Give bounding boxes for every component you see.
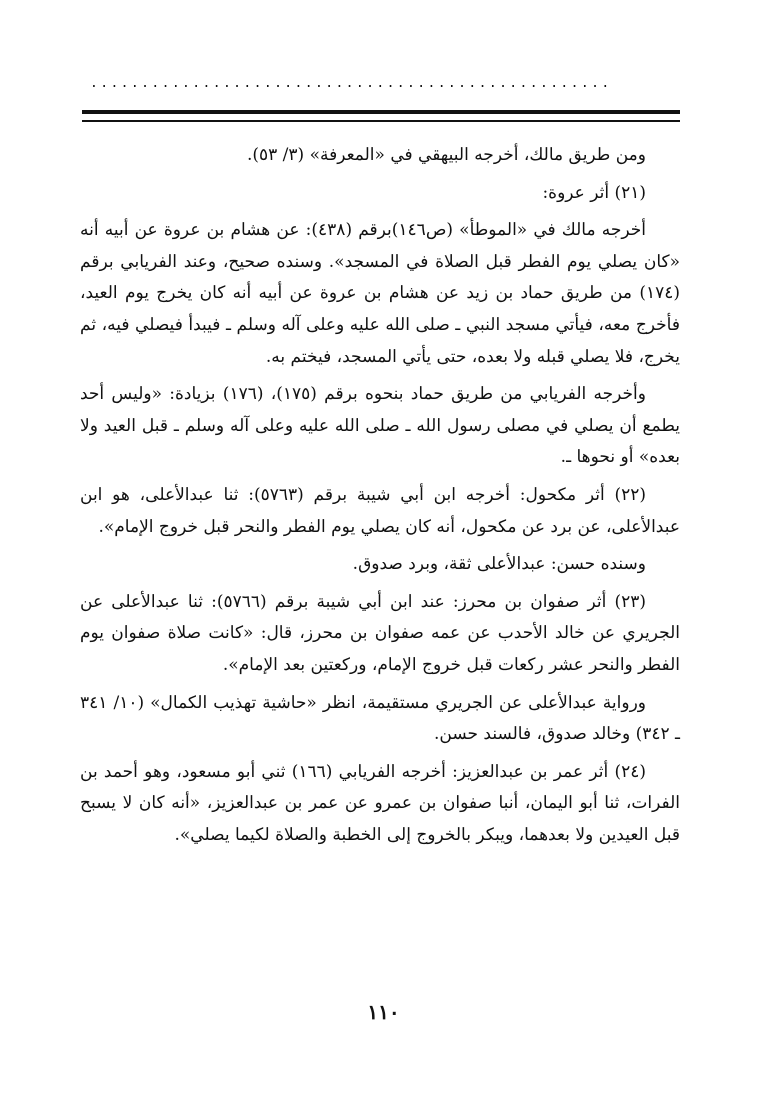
paragraph-4: وأخرجه الفريابي من طريق حماد بنحوه برقم (١٧٥)، (١٧٦) بزيادة: «وليس أحد يطمع أن يصلي في مصلى رسول الله ـ صلى الله عليه وعلى آله وسلم ـ قبل العيد ولا بعده» أو نحوها ـ.	[80, 384, 680, 468]
body-text	[80, 140, 680, 857]
paragraph-8: ورواية عبدالأعلى عن الجريري مستقيمة، انظر «حاشية تهذيب الكمال» (١٠/ ٣٤١ ـ ٣٤٢) وخالد صدوق، فالسند حسن.	[80, 692, 680, 745]
header-rule-thin	[82, 120, 680, 122]
paragraph-3: أخرجه مالك في «الموطأ» (ص١٤٦)برقم (٤٣٨): عن هشام بن عروة عن أبيه أنه «كان يصلي يوم الفطر قبل الصلاة في المسجد». وسنده صحيح، وعند الفريابي برقم (١٧٤) من طريق حماد بن زيد عن هشام بن عروة عن أبيه أنه كان يخرج يوم العيد، فأخرج معه، فيأتي مسجد النبي ـ صلى الله عليه وعلى آله وسلم ـ فيبدأ فيصلي فيه، ثم يخرج، فلا يصلي قبله ولا بعده، حتى يأتي المسجد، فيختم به.	[80, 220, 680, 367]
page-number: ١١٠	[367, 1000, 400, 1024]
header-rule-thick	[82, 110, 680, 114]
paragraph-2-heading: (٢١) أثر عروة:	[542, 182, 646, 203]
paragraph-1: ومن طريق مالك، أخرجه البيهقي في «المعرفة» (٣/ ٥٣).	[246, 145, 646, 165]
paragraph-9: (٢٤) أثر عمر بن عبدالعزيز: أخرجه الفريابي (١٦٦) ثني أبو مسعود، وهو أحمد بن الفرات، ثنا أبو اليمان، أنبا صفوان بن عمرو عن عمر بن عبدالعزيز، «أنه كان لا يسبح قبل العيدين ولا بعدهما، ويبكر بالخروج إلى الخطبة والصلاة لكيما يصلي».	[80, 761, 680, 845]
paragraph-7: (٢٣) أثر صفوان بن محرز: عند ابن أبي شيبة برقم (٥٧٦٦): ثنا عبدالأعلى عن الجريري عن خالد الأحدب عن عمه صفوان بن محرز، قال: «كانت صلاة صفوان يوم الفطر والنحر عشر ركعات قبل خروج الإمام، وركعتين بعد الإمام».	[80, 591, 680, 675]
paragraph-5: (٢٢) أثر مكحول: أخرجه ابن أبي شيبة برقم (٥٧٦٣): ثنا عبدالأعلى، هو ابن عبدالأعلى، عن برد عن مكحول، أنه كان يصلي يوم الفطر والنحر قبل خروج الإمام».	[80, 484, 680, 537]
header-dotted-line: ...................................................	[90, 78, 612, 90]
paragraph-6: وسنده حسن: عبدالأعلى ثقة، وبرد صدوق.	[352, 554, 646, 575]
